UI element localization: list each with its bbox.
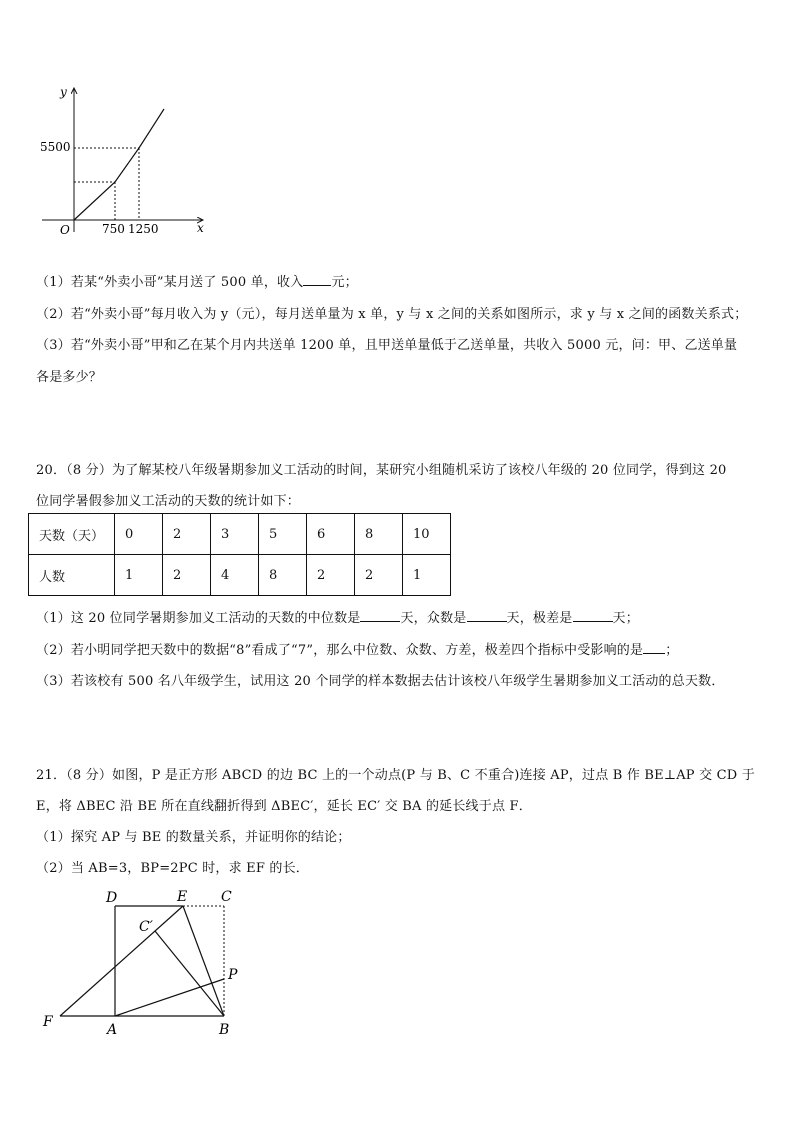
table-cell: 2 (163, 514, 211, 555)
q21-intro-line2: E，将 ΔBEC 沿 BE 所在直线翻折得到 ΔBEC′，延长 EC′ 交 BA 的延长线于点 F． (36, 799, 532, 814)
q19-part3-line1: （3）若“外卖小哥”甲和乙在某个月内共送单 1200 单，且甲送单量低于乙送单量，共收入 5000 元，问：甲、乙送单量 (36, 338, 738, 353)
table-row (29, 514, 451, 555)
q21-intro-line1: 21．（8 分）如图，P 是正方形 ABCD 的边 BC 上的一个动点(P 与 B、C 不重合)连接 AP，过点 B 作 BE⊥AP 交 CD 于 (36, 768, 755, 783)
q21-part1: （1）探究 AP 与 BE 的数量关系，并证明你的结论； (36, 830, 351, 845)
x-tick-750: 750 (102, 222, 125, 236)
table-cell: 8 (259, 555, 307, 596)
income-line (74, 109, 164, 220)
label-C-prime: C′ (139, 919, 153, 935)
table-cell: 2 (163, 555, 211, 596)
q21-part2: （2）当 AB=3，BP=2PC 时，求 EF 的长． (36, 861, 309, 876)
q19-blank-1[interactable] (303, 273, 331, 286)
label-B: B (219, 1022, 230, 1038)
x-axis-label: x (197, 221, 204, 235)
y-tick-5500: 5500 (40, 140, 71, 154)
q20-blank-affected[interactable] (643, 641, 665, 654)
table-cell: 3 (211, 514, 259, 555)
q20-part3: （3）若该校有 500 名八年级学生，试用这 20 个同学的样本数据去估计该校八年级学生暑期参加义工活动的总天数． (36, 674, 725, 689)
label-D: D (106, 890, 118, 906)
q20-blank-range[interactable] (573, 609, 613, 622)
table-header-days: 天数（天） (29, 514, 115, 555)
table-cell: 4 (211, 555, 259, 596)
segment-EB (183, 906, 224, 1016)
q20-part2: （2）若小明同学把天数中的数据“8”看成了“7”，那么中位数、众数、方差，极差四个指标中受影响的是 ； (36, 643, 679, 658)
table-cell: 1 (403, 555, 451, 596)
stats-table (28, 513, 451, 596)
y-axis-label: y (60, 85, 67, 99)
label-F: F (43, 1014, 53, 1030)
table-cell: 5 (259, 514, 307, 555)
income-graph (30, 80, 220, 240)
q19-part3-line2: 各是多少？ (36, 370, 103, 385)
table-cell: 2 (307, 555, 355, 596)
q20-part1: （1）这 20 位同学暑期参加义工活动的天数的中位数是 天，众数是 天，极差是 天； (36, 611, 639, 626)
table-header-people: 人数 (29, 555, 115, 596)
x-tick-1250: 1250 (128, 222, 159, 236)
label-E: E (177, 889, 188, 905)
q20-blank-mode[interactable] (467, 609, 507, 622)
table-cell: 8 (355, 514, 403, 555)
table-cell: 2 (355, 555, 403, 596)
segment-AP (115, 979, 224, 1016)
label-A: A (107, 1022, 118, 1038)
label-C: C (221, 889, 232, 905)
table-cell: 10 (403, 514, 451, 555)
table-cell: 1 (115, 555, 163, 596)
label-P: P (228, 967, 238, 983)
segment-CprimeB (155, 931, 224, 1016)
q19-part2: （2）若“外卖小哥”每月收入为 y（元），每月送单量为 x 单，y 与 x 之间的关系如图所示，求 y 与 x 之间的函数关系式； (36, 307, 748, 322)
q20-intro-line1: 20．（8 分）为了解某校八年级暑期参加义工活动的时间，某研究小组随机采访了该校八年级的 20 位同学，得到这 20 (36, 463, 727, 478)
table-cell: 6 (307, 514, 355, 555)
q19-part1: （1）若某“外卖小哥”某月送了 500 单，收入 元； (36, 275, 358, 290)
q20-blank-median[interactable] (360, 609, 400, 622)
table-row (29, 555, 451, 596)
origin-label: O (60, 223, 70, 237)
q20-intro-line2: 位同学暑假参加义工活动的天数的统计如下： (36, 494, 301, 509)
table-cell: 0 (115, 514, 163, 555)
square-figure (38, 882, 248, 1042)
